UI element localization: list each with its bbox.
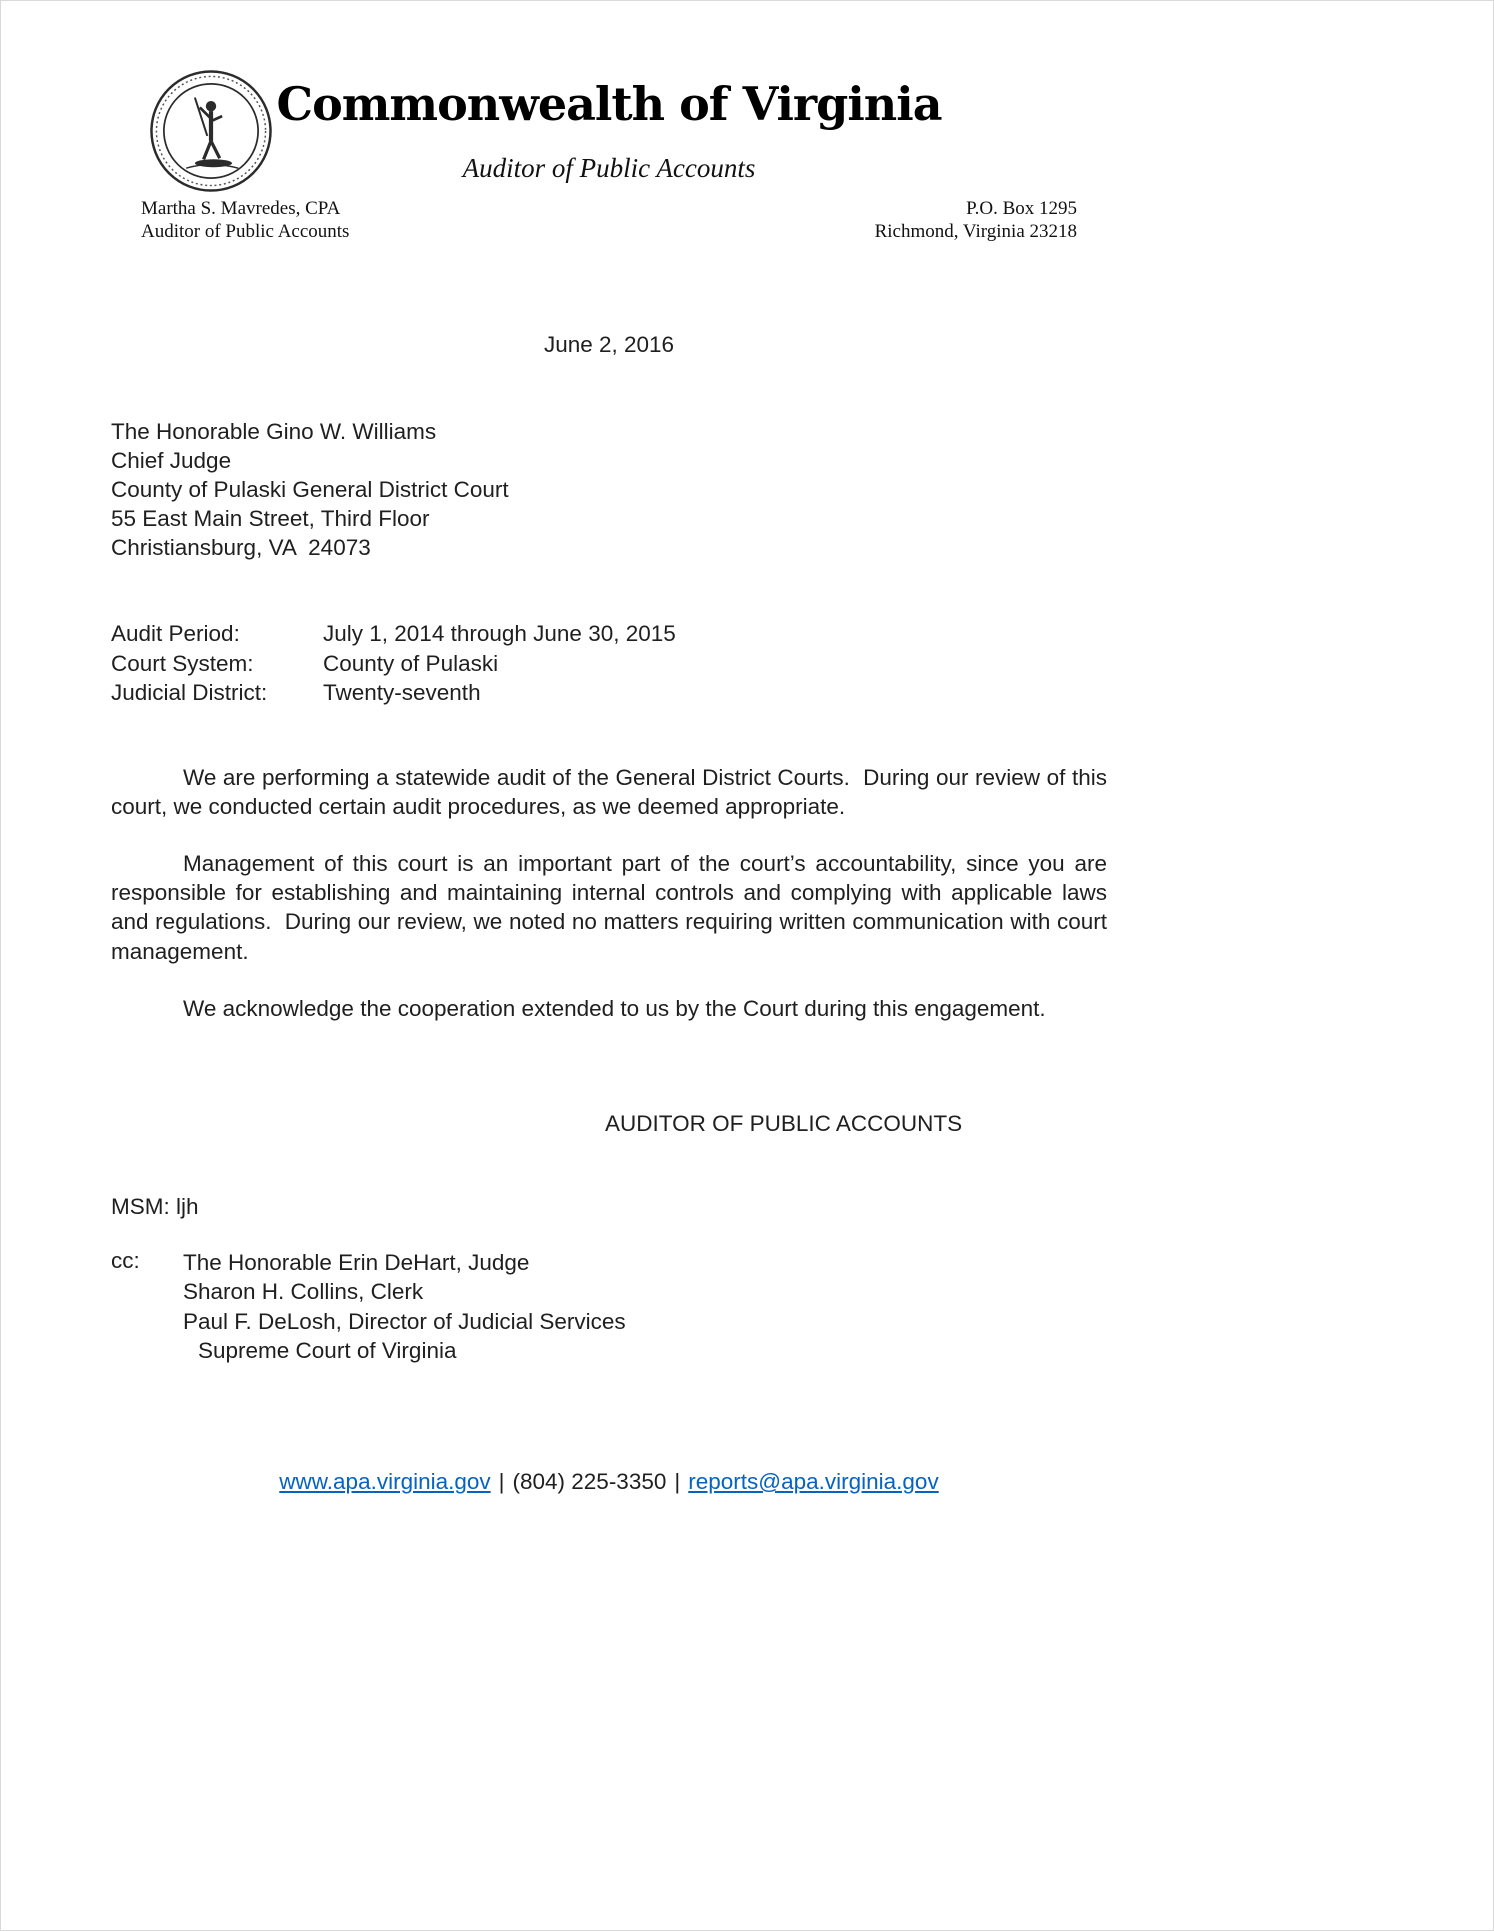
detail-label: Audit Period:	[111, 621, 240, 646]
cc-block	[111, 1248, 1107, 1365]
recipient-block	[111, 417, 1107, 562]
address-line-2: Richmond, Virginia 23218	[874, 221, 1077, 242]
cc-recipient: The Honorable Erin DeHart, Judge	[183, 1249, 530, 1275]
letter-footer	[111, 1469, 1107, 1495]
phone-number: (804) 225-3350	[512, 1469, 667, 1494]
detail-row-judicial-district	[111, 678, 1107, 708]
detail-value: July 1, 2014 through June 30, 2015	[323, 621, 676, 646]
cc-recipient: Paul F. DeLosh, Director of Judicial Services	[183, 1308, 626, 1334]
audit-details	[111, 619, 1107, 708]
website-link[interactable]: www.apa.virginia.gov	[279, 1469, 491, 1494]
detail-value: County of Pulaski	[323, 650, 499, 676]
letterhead	[111, 69, 1107, 324]
cc-recipient: Sharon H. Collins, Clerk	[183, 1279, 424, 1305]
detail-label: Court System:	[111, 650, 254, 676]
recipient-court: County of Pulaski General District Court	[111, 477, 509, 502]
recipient-street: 55 East Main Street, Third Floor	[111, 506, 430, 531]
org-title: Commonwealth of Virginia	[276, 77, 942, 131]
cc-label: cc:	[111, 1247, 140, 1273]
detail-row-court-system	[111, 649, 1107, 679]
footer-separator: |	[498, 1469, 505, 1494]
org-subtitle: Auditor of Public Accounts	[462, 153, 756, 183]
detail-value: Twenty-seventh	[323, 680, 481, 705]
address-block	[875, 197, 1077, 243]
cc-list	[183, 1248, 626, 1365]
reference-initials: MSM: ljh	[111, 1193, 199, 1219]
official-title: Auditor of Public Accounts	[141, 221, 350, 242]
detail-label: Judicial District:	[111, 680, 268, 705]
letter-content	[111, 1, 1114, 1365]
recipient-city: Christiansburg, VA 24073	[111, 535, 371, 560]
recipient-name: The Honorable Gino W. Williams	[111, 419, 437, 444]
detail-row-audit-period	[111, 619, 1107, 649]
recipient-title: Chief Judge	[111, 448, 232, 473]
footer-separator: |	[674, 1469, 681, 1494]
body-paragraph-3: We acknowledge the cooperation extended to us by the Court during this engagement.	[183, 995, 1046, 1021]
signature-block: AUDITOR OF PUBLIC ACCOUNTS	[605, 1110, 963, 1136]
letter-date: June 2, 2016	[543, 332, 675, 357]
official-block	[141, 197, 349, 243]
email-link[interactable]: reports@apa.virginia.gov	[688, 1469, 939, 1494]
address-line-1: P.O. Box 1295	[966, 198, 1077, 219]
body-paragraph-1: We are performing a statewide audit of the General District Courts. During our review of this court, we conducted certain audit procedures, as we deemed appropriate.	[111, 764, 1114, 819]
body-paragraph-2: Management of this court is an important part of the court’s accountability, since you are responsible for establishing and maintaining internal controls and complying with applicable laws and regulations. During our review, we noted no matters requiring written communication with court management.	[111, 850, 1114, 964]
cc-recipient: Supreme Court of Virginia	[198, 1337, 457, 1363]
official-name: Martha S. Mavredes, CPA	[141, 198, 341, 219]
